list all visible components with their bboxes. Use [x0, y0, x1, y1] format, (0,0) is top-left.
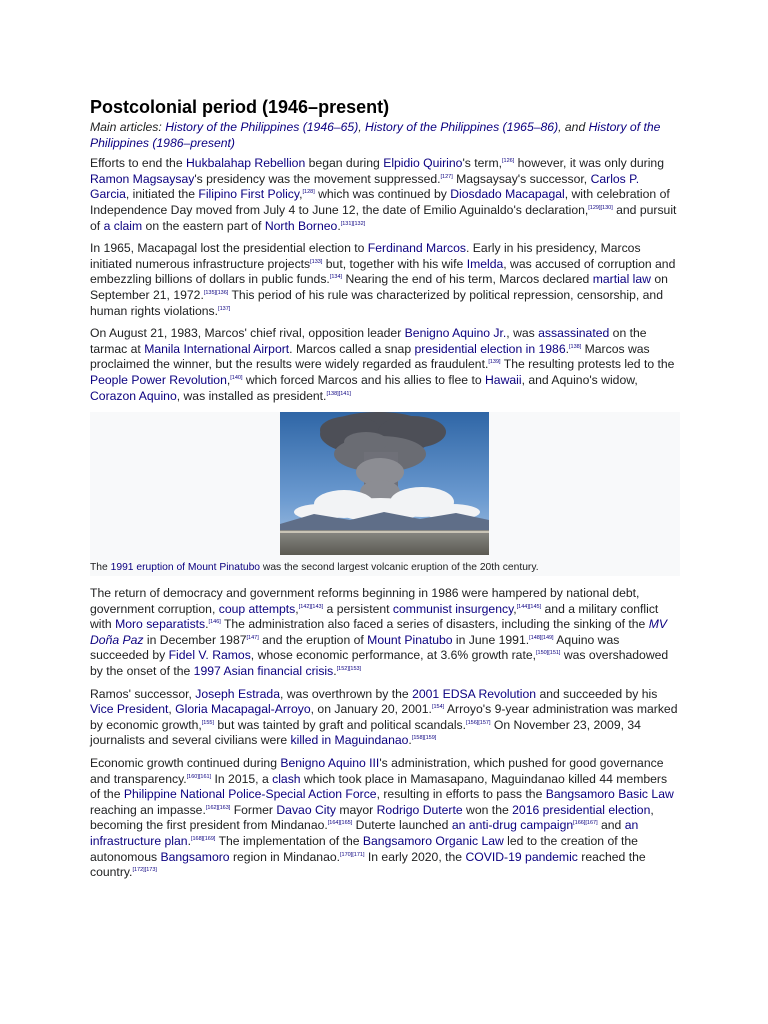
- citation[interactable]: [156][157]: [466, 719, 491, 726]
- link-benigno-aquino-iii[interactable]: Benigno Aquino III: [280, 756, 380, 771]
- paragraph-5: Ramos' successor, Joseph Estrada, was overthrown by the 2001 EDSA Revolution and succeeded by his Vice President, Gloria Macapagal-Arroyo, on January 20, 2001.[154] Arroyo's 9-year administration was marked by economic growth,[155] but was tainted by graft and political scandals.[156][157] On November 23, 2009, 34 journalists and several civilians were killed in Maguindanao.[158][159]: [90, 686, 678, 748]
- paragraph-3: On August 21, 1983, Marcos' chief rival, opposition leader Benigno Aquino Jr., was assassinated on the tarmac at Manila International Airport. Marcos called a snap presidential election in 1986.[138] Marcos was proclaimed the winner, but the results were widely regarded as fraudulent.[139] The resulting protests led to the People Power Revolution,[140] which forced Marcos and his allies to flee to Hawaii, and Aquino's widow, Corazon Aquino, was installed as president.[138][141]: [90, 326, 675, 403]
- link-2001-edsa-revolution[interactable]: 2001 EDSA Revolution: [412, 686, 537, 701]
- link-1997-asian-financial-crisis[interactable]: 1997 Asian financial crisis: [193, 664, 334, 679]
- citation[interactable]: [126]: [502, 158, 515, 165]
- citation[interactable]: [146]: [208, 619, 221, 626]
- section-heading: Postcolonial period (1946–present): [90, 97, 390, 117]
- citation[interactable]: [166][167]: [573, 820, 598, 827]
- link-north-borneo[interactable]: North Borneo: [264, 218, 338, 233]
- citation[interactable]: [128]: [302, 189, 315, 196]
- link-davao-city[interactable]: Davao City: [276, 802, 336, 817]
- citation[interactable]: [133]: [310, 258, 323, 265]
- link-history-1946-65[interactable]: History of the Philippines (1946–65): [165, 120, 359, 134]
- link-a-claim[interactable]: a claim: [103, 218, 143, 233]
- paragraph-4: The return of democracy and government reforms beginning in 1986 were hampered by national debt, government corruption, coup attempts,[142][143] a persistent communist insurgency,[144][145] and a military conflict with Moro separatists.[146] The administration also faced a series of disasters, including the sinking of the MV Doña Paz in December 1987[147] and the eruption of Mount Pinatubo in June 1991.[148][149] Aquino was succeeded by Fidel V. Ramos, whose economic performance, at 3.6% growth rate,[150][151] was overshadowed by the onset of the 1997 Asian financial crisis.[152][153]: [90, 586, 669, 679]
- link-mount-pinatubo[interactable]: Mount Pinatubo: [367, 632, 453, 647]
- link-diosdado-macapagal[interactable]: Diosdado Macapagal: [450, 187, 565, 202]
- citation[interactable]: [170][171]: [340, 851, 365, 858]
- paragraph-2: In 1965, Macapagal lost the presidential election to Ferdinand Marcos. Early in his presidency, Marcos initiated numerous infrastructure projects[133] but, together with his wife Imelda, was accused of corruption and embezzling billions of dollars in public funds.[134] Nearing the end of his term, Marcos declared martial law on September 21, 1972.[135][136] This period of his rule was characterized by political repression, censorship, and human rights violations.[137]: [90, 241, 676, 318]
- citation[interactable]: [164][165]: [327, 820, 353, 827]
- link-bangsamoro-organic-law[interactable]: Bangsamoro Organic Law: [362, 834, 504, 848]
- link-2016-presidential-election[interactable]: 2016 presidential election: [512, 802, 651, 817]
- citation[interactable]: [134]: [329, 274, 343, 281]
- link-filipino-first-policy[interactable]: Filipino First Policy: [198, 187, 300, 202]
- link-clash[interactable]: clash: [272, 771, 301, 786]
- link-fidel-v-ramos[interactable]: Fidel V. Ramos: [168, 648, 251, 663]
- citation[interactable]: [142][143]: [298, 603, 324, 610]
- main-articles-hatnote: Main articles: History of the Philippines (1946–65), History of the Philippines (1965–86), and History of the Philippines (1986–present): [90, 120, 661, 150]
- link-presidential-election-1986[interactable]: presidential election in 1986: [414, 341, 566, 356]
- link-hawaii[interactable]: Hawaii: [485, 372, 522, 387]
- link-ferdinand-marcos[interactable]: Ferdinand Marcos: [367, 241, 467, 256]
- link-killed-in-maguindanao[interactable]: killed in Maguindanao: [290, 733, 409, 748]
- link-bangsamoro-basic-law[interactable]: Bangsamoro Basic Law: [545, 787, 674, 802]
- citation[interactable]: [138][141]: [326, 390, 351, 397]
- link-pnp-special-action-force[interactable]: Philippine National Police-Special Action Force: [123, 787, 377, 802]
- citation[interactable]: [150][151]: [536, 650, 561, 657]
- link-history-1986-present[interactable]: History of the Philippines (1986–present): [90, 120, 661, 150]
- pinatubo-eruption-photo[interactable]: [280, 412, 489, 555]
- paragraph-6: Economic growth continued during Benigno Aquino III's administration, which pushed for good governance and transparency.[160][161] In 2015, a clash which took place in Mamasapano, Maguindanao killed 44 members of the Philippine National Police-Special Action Force, resulting in efforts to pass the Bangsamoro Basic Law reaching an impasse.[162][163] Former Davao City mayor Rodrigo Duterte won the 2016 presidential election, becoming the first president from Mindanao.[164][165] Duterte launched an anti-drug campaign[166][167] and an infrastructure plan.[168][169] The implementation of the Bangsamoro Organic Law led to the creation of the autonomous Bangsamoro region in Mindanao.[170][171] In early 2020, the COVID-19 pandemic reached the country.[172][173]: [90, 756, 674, 880]
- link-assassinated[interactable]: assassinated: [538, 326, 610, 341]
- link-benigno-aquino-jr[interactable]: Benigno Aquino Jr.: [404, 326, 507, 341]
- link-hukbalahap-rebellion[interactable]: Hukbalahap Rebellion: [185, 156, 306, 171]
- citation[interactable]: [135][136]: [203, 289, 229, 296]
- link-infrastructure-plan[interactable]: an infrastructure plan: [90, 818, 639, 848]
- citation[interactable]: [140]: [230, 374, 243, 381]
- citation[interactable]: [127]: [440, 173, 453, 180]
- citation[interactable]: [172][173]: [132, 867, 157, 874]
- link-mv-dona-paz[interactable]: MV Doña Paz: [90, 617, 667, 647]
- pinatubo-figure: [90, 412, 680, 576]
- link-people-power-revolution[interactable]: People Power Revolution: [90, 372, 227, 387]
- link-carlos-p-garcia[interactable]: Carlos P. Garcia: [90, 171, 640, 202]
- link-1991-eruption-mount-pinatubo[interactable]: 1991 eruption of Mount Pinatubo: [110, 562, 261, 574]
- citation[interactable]: [155]: [201, 719, 215, 726]
- link-bangsamoro[interactable]: Bangsamoro: [160, 849, 230, 864]
- link-history-1965-86[interactable]: History of the Philippines (1965–86): [365, 120, 559, 134]
- link-rodrigo-duterte[interactable]: Rodrigo Duterte: [376, 802, 463, 817]
- link-corazon-aquino[interactable]: Corazon Aquino: [90, 388, 177, 403]
- link-martial-law[interactable]: martial law: [592, 272, 651, 287]
- link-covid-19-pandemic[interactable]: COVID-19 pandemic: [465, 849, 578, 864]
- citation[interactable]: [158][159]: [411, 735, 437, 742]
- citation[interactable]: [147]: [246, 634, 259, 641]
- link-anti-drug-campaign[interactable]: an anti-drug campaign: [451, 818, 574, 833]
- citation[interactable]: [129][130]: [588, 204, 613, 211]
- link-elpidio-quirino[interactable]: Elpidio Quirino: [383, 156, 463, 171]
- citation[interactable]: [148][149]: [529, 634, 554, 641]
- figure-caption: The 1991 eruption of Mount Pinatubo was the second largest volcanic eruption of the 20th century.: [90, 562, 539, 574]
- link-gloria-macapagal-arroyo[interactable]: Gloria Macapagal-Arroyo: [175, 702, 311, 717]
- paragraph-1: Efforts to end the Hukbalahap Rebellion began during Elpidio Quirino's term,[126] however, it was only during Ramon Magsaysay's presidency was the movement suppressed.[127] Magsaysay's successor, Carlos P. Garcia, initiated the Filipino First Policy,[128] which was continued by Diosdado Macapagal, with celebration of Independence Day moved from July 4 to June 12, the date of Emilio Aguinaldo's declaration,[129][130] and pursuit of a claim on the eastern part of North Borneo.[131][132]: [90, 156, 677, 233]
- citation[interactable]: [162][163]: [205, 804, 231, 811]
- link-moro-separatists[interactable]: Moro separatists: [115, 617, 206, 632]
- link-imelda[interactable]: Imelda: [466, 256, 504, 271]
- link-communist-insurgency[interactable]: communist insurgency: [392, 601, 514, 616]
- citation[interactable]: [137]: [218, 305, 231, 312]
- citation[interactable]: [139]: [488, 359, 501, 366]
- citation[interactable]: [138]: [569, 343, 582, 350]
- citation[interactable]: [131][132]: [340, 220, 366, 227]
- citation[interactable]: [152][153]: [336, 666, 362, 672]
- citation[interactable]: [168][169]: [190, 835, 216, 842]
- citation[interactable]: [144][145]: [516, 603, 542, 610]
- link-joseph-estrada[interactable]: Joseph Estrada: [195, 686, 280, 701]
- citation[interactable]: [160][161]: [186, 773, 212, 780]
- link-vice-president[interactable]: Vice President: [90, 702, 169, 717]
- citation[interactable]: [154]: [431, 704, 445, 711]
- link-coup-attempts[interactable]: coup attempts: [218, 601, 296, 616]
- pinatubo-eruption-image: [280, 412, 489, 555]
- link-manila-international-airport[interactable]: Manila International Airport: [144, 341, 290, 356]
- link-ramon-magsaysay[interactable]: Ramon Magsaysay: [90, 171, 195, 186]
- article-content: [90, 96, 680, 888]
